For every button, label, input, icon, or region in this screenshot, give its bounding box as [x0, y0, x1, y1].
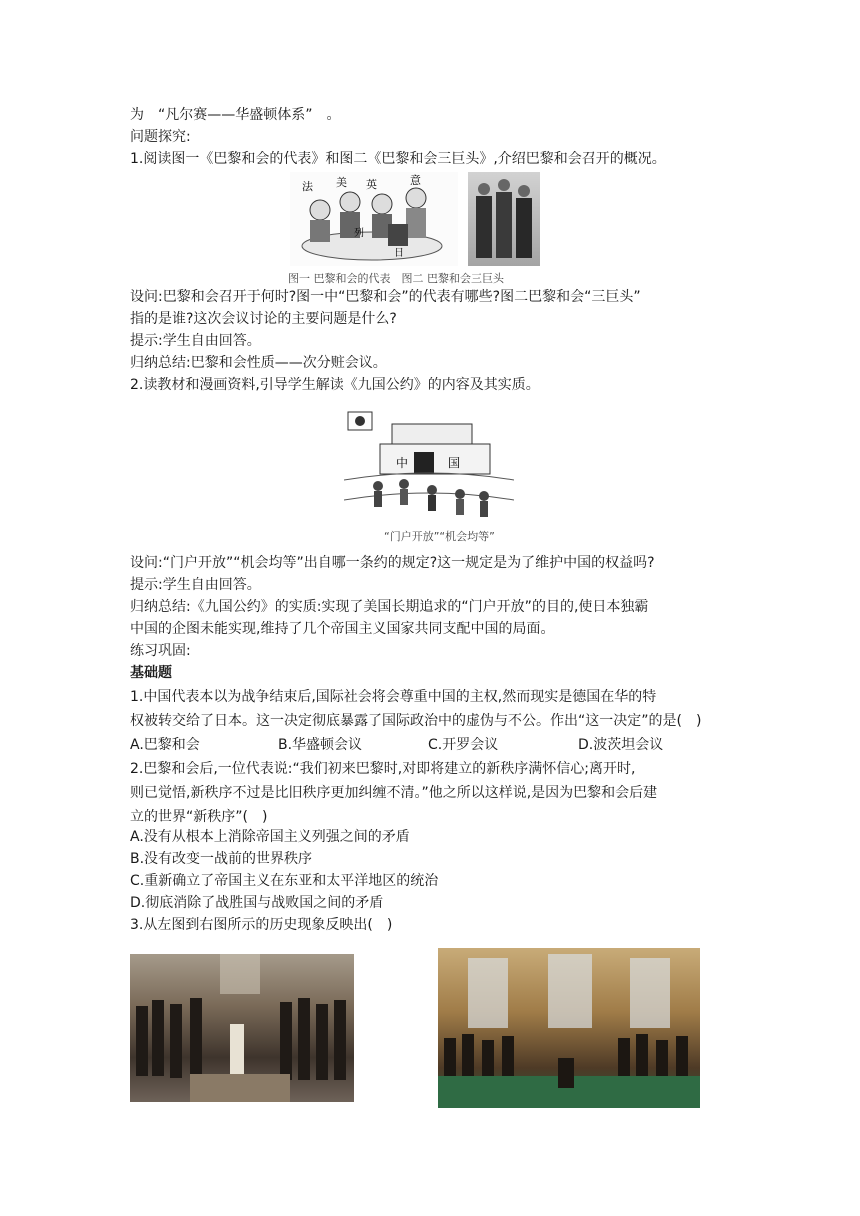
text-line: 练习巩固: — [130, 643, 191, 659]
option-d: D.波茨坦会议 — [578, 737, 664, 753]
option-c: C.重新确立了帝国主义在东亚和太平洋地区的统治 — [130, 873, 439, 889]
text-line: 设问:巴黎和会召开于何时?图一中“巴黎和会”的代表有哪些?图二巴黎和会“三巨头” — [130, 289, 641, 305]
text-line: 中国的企图未能实现,维持了几个帝国主义国家共同支配中国的局面。 — [130, 621, 555, 637]
text-line: 提示:学生自由回答。 — [130, 577, 261, 593]
text-line: 归纳总结:《九国公约》的实质:实现了美国长期追求的“门户开放”的目的,使日本独霸 — [130, 599, 649, 615]
text-line: 问题探究: — [130, 129, 191, 145]
label-lie: 列 — [354, 228, 364, 239]
option-c: C.开罗会议 — [428, 737, 499, 753]
option-d: D.彻底消除了战胜国与战败国之间的矛盾 — [130, 895, 384, 911]
open-door-cartoon — [344, 404, 514, 522]
text-line: 设问:“门户开放”“机会均等”出自哪一条约的规定?这一规定是为了维护中国的权益吗? — [130, 555, 655, 571]
question-text: 权被转交给了日本。这一决定彻底暴露了国际政治中的虚伪与不公。作出“这一决定”的是( ) — [130, 713, 702, 729]
option-b: B.华盛顿会议 — [278, 737, 363, 753]
question-text: 1.中国代表本以为战争结束后,国际社会将会尊重中国的主权,然而现实是德国在华的特 — [130, 689, 657, 705]
label-yi: 意 — [410, 174, 421, 187]
label-ri: 日 — [394, 248, 404, 259]
label-fa: 法 — [302, 180, 313, 193]
label-guo: 国 — [448, 456, 461, 470]
label-ying: 英 — [366, 178, 377, 191]
left-painting — [130, 954, 354, 1102]
question-text: 则已觉悟,新秩序不过是比旧秩序更加纠缠不清。”他之所以这样说,是因为巴黎和会后建 — [130, 785, 658, 801]
option-b: B.没有改变一战前的世界秩序 — [130, 851, 313, 867]
section-heading: 基础题 — [130, 665, 172, 681]
option-a: A.巴黎和会 — [130, 737, 200, 753]
figure-caption: 图一 巴黎和会的代表 图二 巴黎和会三巨头 — [288, 272, 504, 285]
text-line: 归纳总结:巴黎和会性质——次分赃会议。 — [130, 355, 387, 371]
question-text: 3.从左图到右图所示的历史现象反映出( ) — [130, 917, 393, 933]
label-zhong: 中 — [396, 456, 409, 470]
big-three-photo — [468, 172, 540, 266]
figure-caption: “门户开放”“机会均等” — [384, 530, 495, 543]
question-text: 2.巴黎和会后,一位代表说:“我们初来巴黎时,对即将建立的新秩序满怀信心;离开时, — [130, 761, 636, 777]
question-text: 立的世界“新秩序”( ) — [130, 809, 268, 825]
paris-conference-cartoon — [290, 172, 458, 266]
option-a: A.没有从根本上消除帝国主义列强之间的矛盾 — [130, 829, 410, 845]
text-line: 2.读教材和漫画资料,引导学生解读《九国公约》的内容及其实质。 — [130, 377, 540, 393]
label-mei: 美 — [336, 176, 347, 189]
text-line: 指的是谁?这次会议讨论的主要问题是什么? — [130, 311, 397, 327]
text-line: 1.阅读图一《巴黎和会的代表》和图二《巴黎和会三巨头》,介绍巴黎和会召开的概况。 — [130, 151, 666, 167]
text-line: 提示:学生自由回答。 — [130, 333, 261, 349]
text-line: 为 “凡尔赛——华盛顿体系” 。 — [130, 107, 341, 123]
right-painting — [438, 948, 700, 1108]
